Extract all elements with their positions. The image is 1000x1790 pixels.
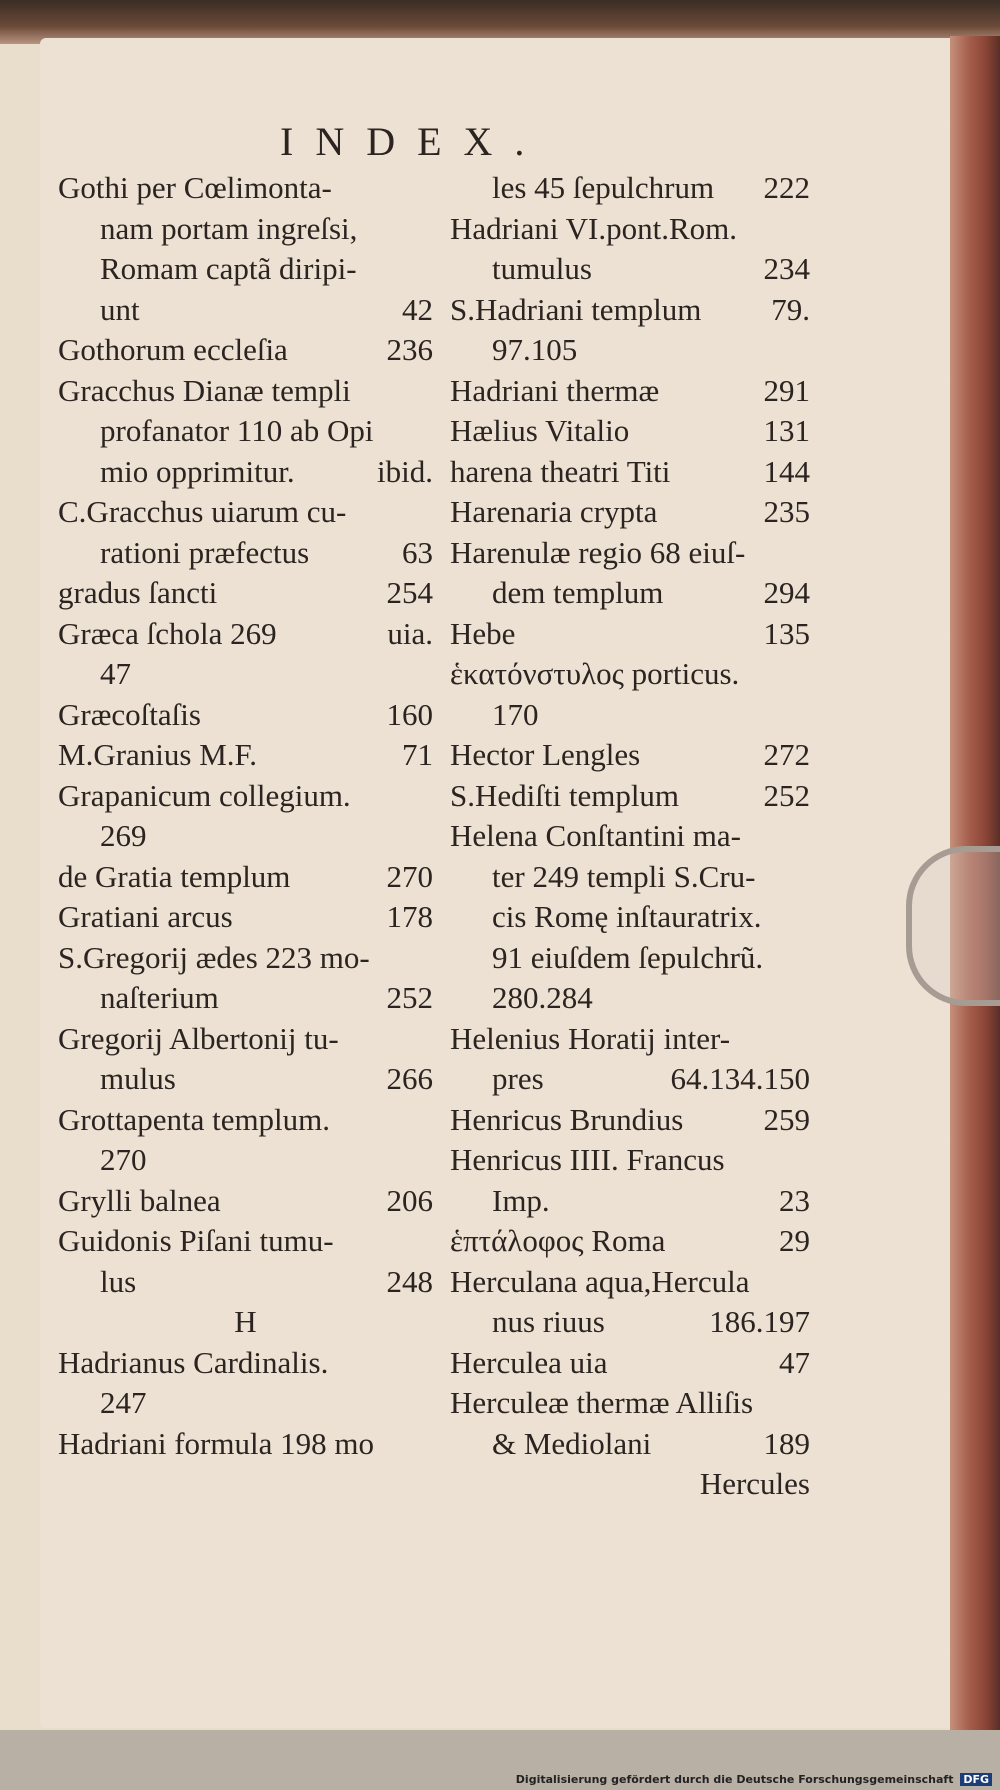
index-entry (58, 533, 433, 574)
credit-text: Digitalisierung gefördert durch die Deutsche Forschungsgemeinschaft (515, 1773, 954, 1786)
entry-text: les 45 ſepulchrum (492, 170, 715, 205)
entry-page-number: 135 (763, 615, 810, 651)
entry-text: Grottapenta templum. (58, 1101, 331, 1137)
entry-page-number: 252 (763, 777, 810, 813)
entry-page-number: 144 (763, 453, 810, 489)
entry-text: Hadriani VI.pont.Rom. (450, 210, 738, 246)
index-entry (450, 857, 810, 898)
index-entry (58, 1059, 433, 1100)
entry-text: Græcoſtaſis (58, 696, 201, 732)
index-column-left (58, 168, 433, 1464)
entry-text: gradus ſancti (58, 575, 218, 610)
index-column-right (450, 168, 810, 1505)
index-entry (450, 1019, 810, 1060)
index-entry (58, 209, 433, 250)
entry-page-number: 79. (771, 291, 810, 327)
index-entry (58, 695, 433, 736)
index-entry (58, 897, 433, 938)
index-entry (450, 168, 810, 209)
index-entry (58, 735, 433, 776)
index-entry (450, 411, 810, 452)
entry-text: 269 (100, 818, 147, 853)
index-entry (450, 533, 810, 574)
entry-text: Harenulæ regio 68 eiuſ- (450, 534, 746, 570)
index-entry (58, 1221, 433, 1262)
dfg-logo: DFG (960, 1773, 992, 1786)
entry-text: Harenaria crypta (450, 494, 658, 529)
entry-text: dem templum (492, 575, 664, 610)
entry-text: lus (100, 1263, 137, 1299)
entry-page-number: 71 (402, 737, 433, 772)
index-entry (450, 978, 810, 1019)
index-entry (450, 614, 810, 655)
index-entry (58, 371, 433, 412)
index-entry (450, 695, 810, 736)
index-entry (450, 654, 810, 695)
index-entry (450, 330, 810, 371)
entry-text: 47 (100, 656, 131, 691)
entry-page-number: 291 (763, 372, 810, 408)
entry-page-number: 248 (386, 1263, 433, 1299)
entry-page-number: 236 (386, 332, 433, 367)
entry-text: rationi præfectus (100, 534, 310, 570)
entry-text: Guidonis Piſani tumu- (58, 1223, 334, 1258)
entry-text: & Mediolani (492, 1425, 652, 1461)
entry-text: 270 (100, 1142, 147, 1177)
entry-page-number: 259 (763, 1101, 810, 1137)
entry-text: M.Granius M.F. (58, 737, 258, 772)
entry-text: Gothorum eccleſia (58, 332, 288, 367)
entry-text: Henricus IIII. Francus (450, 1142, 725, 1177)
index-entry (58, 1262, 433, 1303)
index-entry (58, 1383, 433, 1424)
entry-page-number: 266 (386, 1061, 433, 1096)
index-entry (58, 290, 433, 331)
entry-text: profanator 110 ab Opi (100, 413, 374, 448)
entry-text: Grylli balnea (58, 1182, 221, 1218)
entry-page-number: 254 (386, 575, 433, 610)
index-entry (58, 249, 433, 290)
entry-page-number: 272 (763, 737, 810, 772)
entry-text: Hercules (699, 1466, 810, 1501)
index-entry (58, 857, 433, 898)
entry-text: 280.284 (492, 980, 593, 1015)
entry-page-number: 252 (386, 980, 433, 1015)
entry-page-number: 29 (779, 1223, 810, 1258)
entry-text: pres (492, 1061, 544, 1096)
entry-text: unt (100, 291, 140, 327)
index-entry (450, 1100, 810, 1141)
entry-page-number: 270 (386, 858, 433, 894)
index-entry (450, 816, 810, 857)
entry-text: Hadriani thermæ (450, 372, 660, 408)
index-entry (58, 776, 433, 817)
index-entry (450, 1343, 810, 1384)
entry-text: Gregorij Albertonij tu- (58, 1020, 339, 1056)
entry-page-number: 206 (386, 1182, 433, 1218)
index-entry (58, 411, 433, 452)
entry-text: de Gratia templum (58, 858, 291, 894)
index-entry (450, 1302, 810, 1343)
entry-text: Hadriani formula 198 mo (58, 1425, 374, 1461)
entry-text: ἑκατόνστυλος porticus. (450, 656, 740, 691)
entry-text: C.Gracchus uiarum cu- (58, 494, 347, 529)
entry-text: Hadrianus Cardinalis. (58, 1344, 329, 1380)
index-entry (58, 452, 433, 493)
index-entry (450, 776, 810, 817)
entry-text: tumulus (492, 251, 592, 286)
entry-page-number: 222 (763, 170, 810, 205)
index-entry (450, 452, 810, 493)
entry-text: Gracchus Dianæ templi (58, 372, 351, 408)
index-entry (450, 209, 810, 250)
index-entry (58, 654, 433, 695)
index-entry (450, 1262, 810, 1303)
index-entry (58, 1019, 433, 1060)
index-entry (450, 897, 810, 938)
entry-text: Helena Conſtantini ma- (450, 818, 741, 853)
entry-page-number: 47 (779, 1344, 810, 1380)
entry-text: 247 (100, 1385, 147, 1420)
index-entry (450, 938, 810, 979)
entry-text: S.Gregorij ædes 223 mo- (58, 939, 370, 975)
index-entry (58, 1181, 433, 1222)
digitization-credit (516, 1773, 992, 1786)
entry-text: Hælius Vitalio (450, 413, 630, 448)
index-entry (58, 614, 433, 655)
entry-text: harena theatri Titi (450, 453, 671, 489)
index-entry (450, 1140, 810, 1181)
entry-text: Hebe (450, 615, 516, 651)
index-entry (450, 1383, 810, 1424)
entry-text: Helenius Horatij inter- (450, 1020, 731, 1056)
entry-text: 170 (492, 696, 539, 732)
entry-page-number: 64.134.150 (670, 1061, 810, 1096)
entry-text: S.Hediſti templum (450, 777, 680, 813)
index-entry (58, 978, 433, 1019)
entry-text: Herculeæ thermæ Alliſis (450, 1385, 754, 1420)
entry-page-number: 189 (763, 1425, 810, 1461)
entry-text: Imp. (492, 1182, 550, 1218)
index-entry (450, 735, 810, 776)
index-entry (450, 1221, 810, 1262)
entry-text: cis Romę inſtauratrix. (492, 899, 762, 934)
index-entry (450, 249, 810, 290)
index-entry (450, 1181, 810, 1222)
entry-page-number: 63 (402, 534, 433, 570)
entry-text: Henricus Brundius (450, 1101, 684, 1137)
entry-text: Herculea uia (450, 1344, 608, 1380)
section-letter (58, 1302, 433, 1343)
index-entry (58, 1424, 433, 1465)
index-entry (58, 816, 433, 857)
entry-text: Gothi per Cœlimonta- (58, 170, 332, 205)
index-entry (450, 573, 810, 614)
index-entry (58, 492, 433, 533)
entry-text: 91 eiuſdem ſepulchrũ. (492, 939, 764, 975)
index-entry (450, 1059, 810, 1100)
entry-text: naſterium (100, 980, 219, 1015)
index-entry (58, 1343, 433, 1384)
entry-text: Gratiani arcus (58, 899, 233, 934)
entry-text: Hector Lengles (450, 737, 641, 772)
entry-text: ter 249 templi S.Cru- (492, 858, 756, 894)
catchword (450, 1464, 810, 1505)
entry-text: ἑπτάλοφος Roma (450, 1223, 666, 1258)
entry-text: S.Hadriani templum (450, 291, 702, 327)
index-entry (450, 1424, 810, 1465)
entry-page-number: 186.197 (709, 1304, 810, 1339)
entry-page-number: 234 (763, 251, 810, 286)
entry-page-number: 131 (763, 413, 810, 448)
entry-page-number: 42 (402, 291, 433, 327)
entry-text: Grapanicum collegium. (58, 777, 351, 813)
index-entry (450, 290, 810, 331)
entry-text: H (234, 1304, 257, 1339)
index-entry (58, 1140, 433, 1181)
entry-page-number: 23 (779, 1182, 810, 1218)
index-entry (450, 492, 810, 533)
entry-page-number: 160 (386, 696, 433, 732)
index-entry (58, 168, 433, 209)
entry-page-number: 178 (386, 899, 433, 934)
entry-text: Romam captã diripi- (100, 251, 357, 286)
index-entry (58, 938, 433, 979)
entry-text: mio opprimitur. (100, 453, 295, 489)
entry-text: nus riuus (492, 1304, 605, 1339)
index-entry (450, 371, 810, 412)
book-clip (906, 846, 1000, 1006)
index-entry (58, 573, 433, 614)
entry-text: nam portam ingreſsi, (100, 210, 358, 246)
index-entry (58, 1100, 433, 1141)
page-heading: INDEX. (280, 119, 547, 164)
entry-page-number: 235 (763, 494, 810, 529)
entry-page-number: 294 (763, 575, 810, 610)
entry-page-number: uia. (387, 615, 433, 651)
entry-text: mulus (100, 1061, 176, 1096)
entry-text: Græca ſchola 269 (58, 615, 277, 651)
entry-text: 97.105 (492, 332, 578, 367)
index-entry (58, 330, 433, 371)
entry-text: Herculana aqua,Hercula (450, 1263, 750, 1299)
entry-page-number: ibid. (377, 453, 433, 489)
